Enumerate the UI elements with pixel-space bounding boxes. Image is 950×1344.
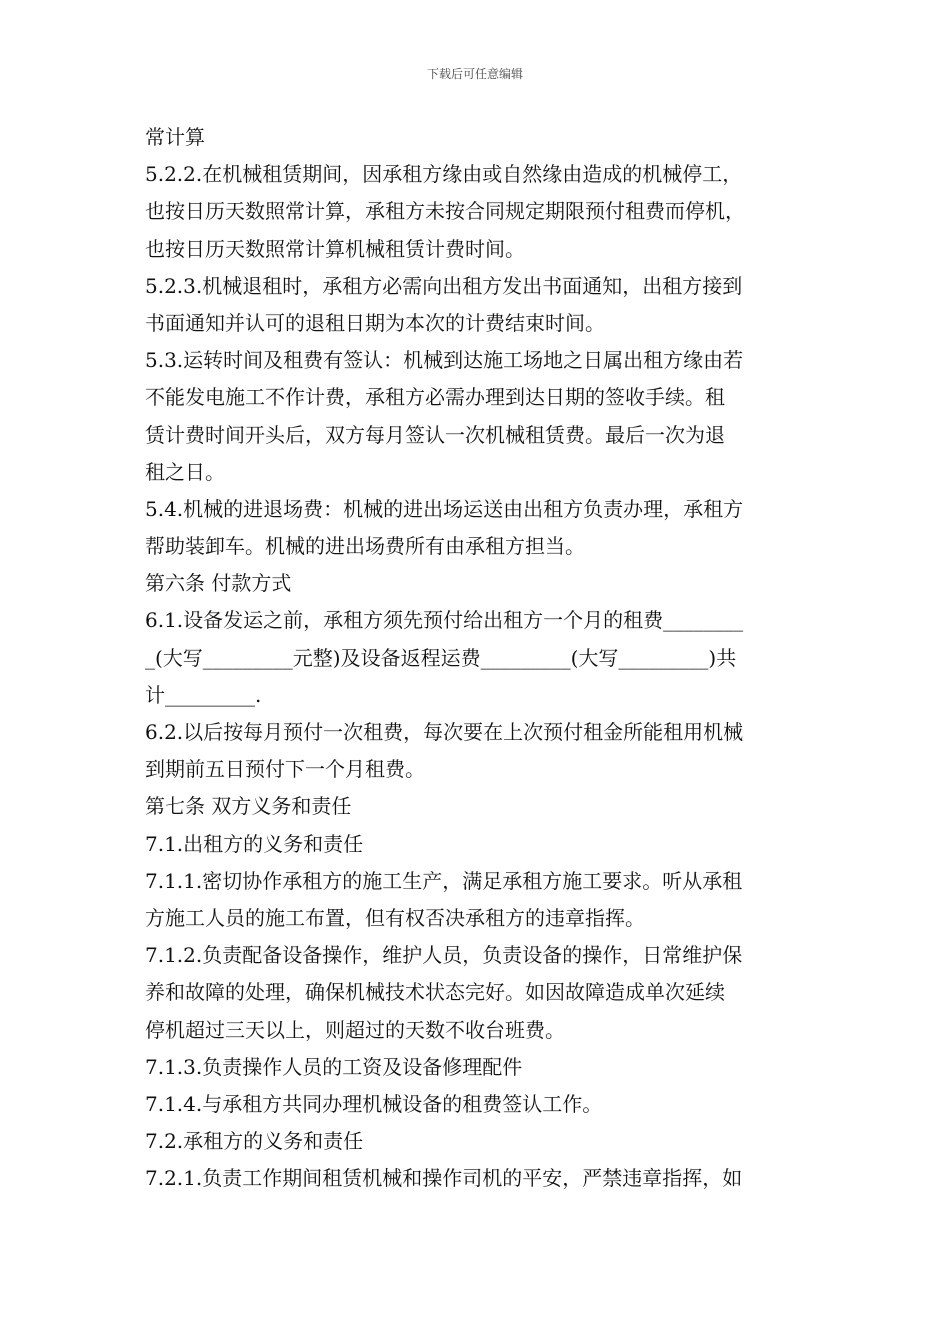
document-body	[145, 119, 815, 1197]
text-line: 到期前五日预付下一个月租费。	[145, 757, 425, 782]
text-line: 5.3.运转时间及租费有签认：机械到达施工场地之日属出租方缘由若	[145, 348, 744, 373]
text-line: 不能发电施工不作计费，承租方必需办理到达日期的签收手续。租	[145, 385, 725, 410]
text-line: 6.1.设备发运之前，承租方须先预付给出租方一个月的租费________	[145, 608, 744, 633]
text-line: 书面通知并认可的退租日期为本次的计费结束时间。	[145, 310, 605, 335]
text-line: 7.1.1.密切协作承租方的施工生产，满足承租方施工要求。听从承租	[145, 868, 743, 893]
text-line: 5.4.机械的进退场费：机械的进出场运送由出租方负责办理，承租方	[145, 496, 744, 521]
text-line: 6.2.以后按每月预付一次租费，每次要在上次预付租金所能租用机械	[145, 720, 744, 744]
text-line: 养和故障的处理，确保机械技术状态完好。如因故障造成单次延续	[145, 980, 725, 1005]
text-line: 7.1.4.与承租方共同办理机械设备的租费签认工作。	[145, 1091, 603, 1116]
section-heading: 第六条 付款方式	[145, 571, 292, 596]
text-line: 帮助装卸车。机械的进出场费所有由承租方担当。	[145, 534, 585, 559]
text-line: 租之日。	[145, 459, 225, 484]
text-line: 也按日历天数照常计算，承租方未按合同规定期限预付租费而停机，	[145, 199, 745, 224]
text-line: 计_________.	[145, 682, 262, 707]
text-line: 常计算	[145, 125, 205, 149]
text-line: 7.2.1.负责工作期间租赁机械和操作司机的平安，严禁违章指挥，如	[145, 1166, 743, 1191]
text-line: 5.2.3.机械退租时，承租方必需向出租方发出书面通知，出租方接到	[145, 273, 743, 298]
text-line: 7.2.承租方的义务和责任	[145, 1129, 364, 1154]
text-line: 停机超过三天以上，则超过的天数不收台班费。	[145, 1017, 565, 1042]
text-line: 方施工人员的施工布置，但有权否决承租方的违章指挥。	[145, 905, 645, 930]
text-line: 5.2.2.在机械租赁期间，因承租方缘由或自然缘由造成的机械停工，	[145, 162, 743, 187]
text-line: 7.1.2.负责配备设备操作，维护人员，负责设备的操作，日常维护保	[145, 943, 743, 968]
text-line: 也按日历天数照常计算机械租赁计费时间。	[145, 236, 525, 261]
text-line: 赁计费时间开头后，双方每月签认一次机械租赁费。最后一次为退	[145, 422, 725, 447]
page-header: 下载后可任意编辑	[426, 67, 523, 81]
text-line: 7.1.出租方的义务和责任	[145, 831, 364, 856]
text-line: 7.1.3.负责操作人员的工资及设备修理配件	[145, 1054, 523, 1079]
text-line: _(大写_________元整)及设备返程运费_________(大写_________)共	[145, 645, 737, 670]
section-heading: 第七条 双方义务和责任	[145, 794, 352, 819]
